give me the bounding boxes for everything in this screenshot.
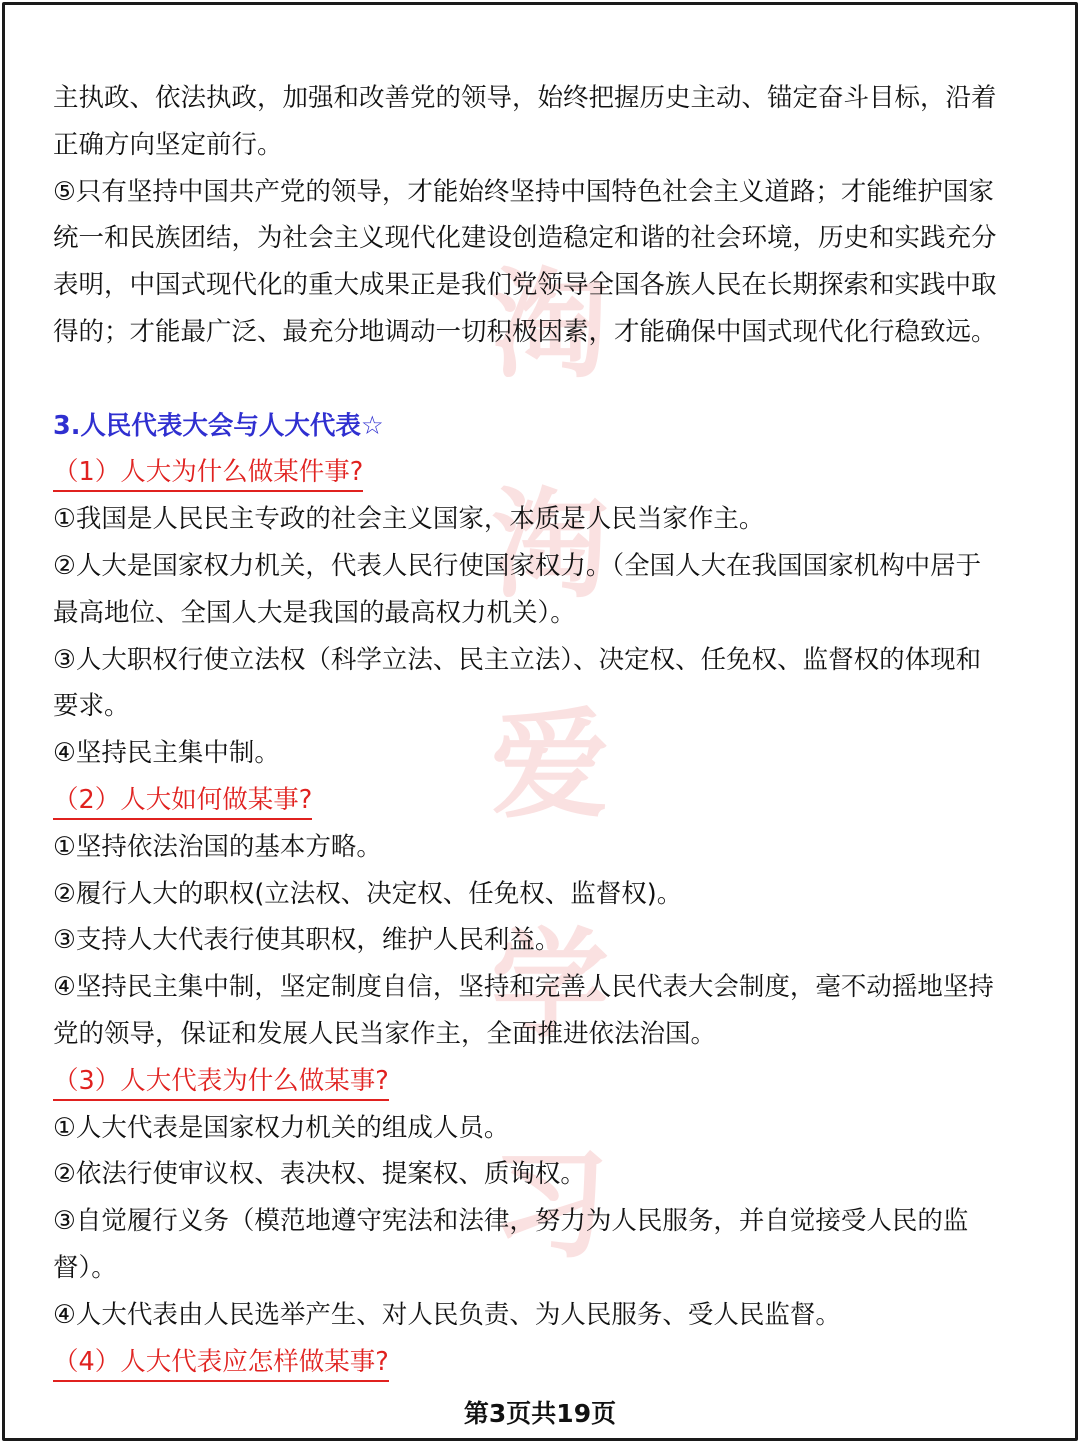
list-item: ①坚持依法治国的基本方略。 [53, 831, 382, 862]
list-item: ③自觉履行义务（模范地遵守宪法和法律，努力为人民服务，并自觉接受人民的监 [53, 1206, 969, 1237]
subsection-heading-text: （2）人大如何做某事? [53, 782, 312, 820]
text-line: 得的；才能最广泛、最充分地调动一切积极因素，才能确保中国式现代化行稳致远。 [53, 316, 997, 347]
spacer [53, 356, 1028, 403]
text-line: 正确方向坚定前行。 [53, 129, 283, 160]
watermark-char: 爱 [490, 696, 609, 834]
list-item: 要求。 [53, 691, 130, 722]
subsection-heading [53, 777, 1028, 824]
list-item: ②依法行使审议权、表决权、提案权、质询权。 [53, 1159, 586, 1190]
watermark-char: 学 [490, 916, 609, 1054]
subsection-heading [53, 1058, 1028, 1105]
list-item: 党的领导，保证和发展人民当家作主，全面推进依法治国。 [53, 1018, 717, 1049]
watermark-char: 淘 [490, 256, 609, 394]
list-item: ②履行人大的职权(立法权、决定权、任免权、监督权)。 [53, 878, 683, 909]
subsection [53, 449, 1028, 777]
list-item: ②人大是国家权力机关，代表人民行使国家权力。（全国人大在我国国家机构中居于 [53, 550, 982, 581]
list-item: ③支持人大代表行使其职权，维护人民利益。 [53, 925, 561, 956]
subsection [53, 777, 1028, 1058]
list-item: ①人大代表是国家权力机关的组成人员。 [53, 1112, 510, 1143]
list-item: ④坚持民主集中制。 [53, 738, 280, 769]
list-item: ③人大职权行使立法权（科学立法、民主立法）、决定权、任免权、监督权的体现和 [53, 644, 982, 675]
subsection-heading [53, 449, 1028, 496]
intro-paragraph [53, 75, 1028, 356]
subsection [53, 1339, 1028, 1386]
subsection [53, 1058, 1028, 1339]
subsection-heading-text: （3）人大代表为什么做某事? [53, 1063, 389, 1101]
list-item: 最高地位、全国人大是我国的最高权力机关）。 [53, 597, 576, 628]
section-title: 3.人民代表大会与人大代表☆ [53, 410, 384, 441]
list-item: ④人大代表由人民选举产生、对人民负责、为人民服务、受人民监督。 [53, 1299, 841, 1330]
subsection-heading-text: （1）人大为什么做某件事? [53, 454, 363, 492]
subsection-heading-text: （4）人大代表应怎样做某事? [53, 1344, 389, 1382]
list-item: ④坚持民主集中制，坚定制度自信，坚持和完善人民代表大会制度，毫不动摇地坚持 [53, 972, 994, 1003]
list-item: 督）。 [53, 1252, 117, 1283]
document-body [53, 75, 1028, 1385]
text-line: ⑤只有坚持中国共产党的领导，才能始终坚持中国特色社会主义道路；才能维护国家 [53, 176, 994, 207]
text-line: 主执政、依法执政，加强和改善党的领导，始终把握历史主动、锚定奋斗目标，沿着 [53, 83, 997, 113]
page-number: 第3页共19页 [463, 1399, 617, 1428]
watermark-char: 淘 [490, 476, 609, 614]
text-line: 表明，中国式现代化的重大成果正是我们党领导全国各族人民在长期探索和实践中取 [53, 270, 997, 301]
watermark-char: 习 [490, 1136, 609, 1274]
list-item: ①我国是人民民主专政的社会主义国家，本质是人民当家作主。 [53, 504, 765, 535]
subsection-heading [53, 1339, 1028, 1386]
text-line: 统一和民族团结，为社会主义现代化建设创造稳定和谐的社会环境，历史和实践充分 [53, 223, 997, 254]
